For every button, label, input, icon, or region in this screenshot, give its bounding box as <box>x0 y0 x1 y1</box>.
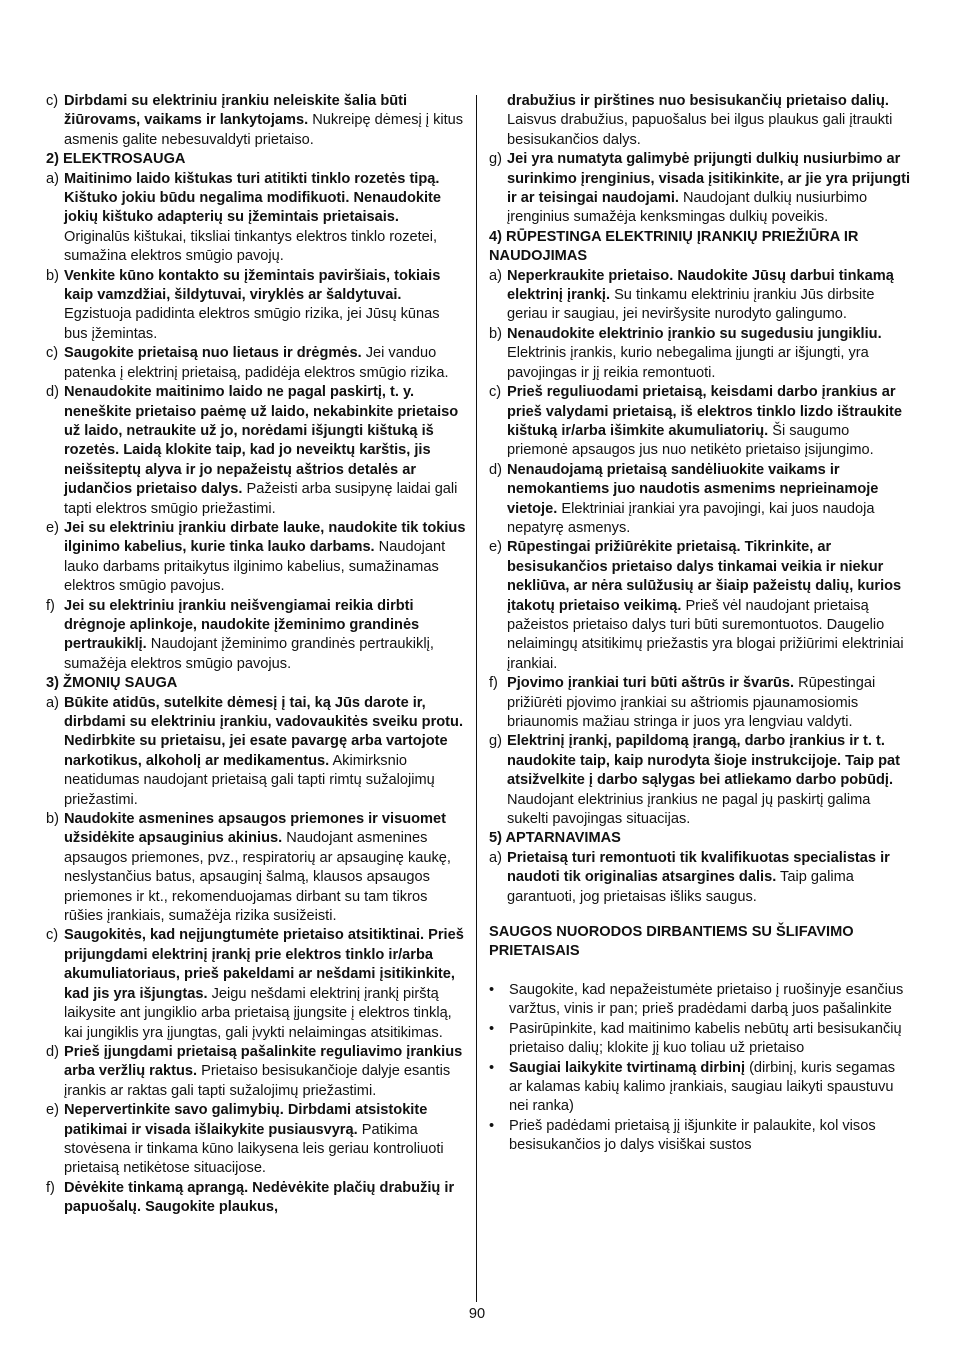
item-text: Prieš vėl naudojant prietaisą pažeistos prietaiso dalys turi būti suremontuotos. Daugelio nelaimingų atsitikimų priežastis yra blogai prižiūrimi elektriniai įrankiai. <box>507 597 904 672</box>
item-bold-text: Dėvėkite tinkamą aprangą. Nedėvėkite plačių drabužių ir papuošalų. Saugokite plaukus, <box>64 1179 455 1216</box>
instruction-item <box>489 92 912 150</box>
item-bold-text: Neperkraukite prietaiso. Naudokite Jūsų darbui tinkamą elektrinį įrankį. <box>507 267 894 304</box>
instruction-item <box>489 267 912 325</box>
bullet-item <box>489 981 912 1020</box>
item-text: Pasirūpinkite, kad maitinimo kabelis nebūtų arti besisukančių prietaiso dalių; klokite jį kuo toliau už prietaiso <box>509 1020 902 1057</box>
item-label: a) <box>46 170 59 187</box>
item-bold-text: Naudokite asmenines apsaugos priemones ir visuomet užsidėkite apsauginius akinius. <box>64 811 446 847</box>
item-label: b) <box>46 267 59 284</box>
instruction-item <box>46 926 466 1042</box>
item-label: c) <box>489 384 502 401</box>
instruction-item <box>489 849 912 907</box>
item-label: f) <box>489 675 498 692</box>
item-bold-text: Nenaudojamą prietaisą sandėliuokite vaikams ir nemokantiems juo naudotis asmenims neprieinamoje vietoje. <box>507 461 879 517</box>
item-text: Taip galima garantuoti, jog prietaisas išliks saugus. <box>507 869 854 905</box>
section-title: 4) RŪPESTINGA ELEKTRINIŲ ĮRANKIŲ PRIEŽIŪRA IR NAUDOJIMAS <box>489 228 859 265</box>
item-label: • <box>489 981 495 998</box>
item-text: Jei vanduo patenka į elektrinį prietaisą, padidėja elektros smūgio rizika. <box>64 345 449 381</box>
item-text: Originalūs kištukai, tiksliai tinkantys elektros tinklo rozetei, sumažina elektros smūgio pavojų. <box>64 228 438 265</box>
item-text: Naudojant elektrinius įrankius ne pagal jų paskirtį galima sukelti pavojingas situacijas. <box>507 791 871 828</box>
item-label: c) <box>46 345 59 362</box>
instruction-item <box>489 383 912 461</box>
instruction-item <box>46 1179 466 1218</box>
item-bold-text: Prieš įjungdami prietaisą pašalinkite reguliavimo įrankius arba veržlių raktus. <box>64 1043 463 1080</box>
page-number: 90 <box>468 1306 486 1322</box>
item-label: • <box>489 1020 495 1037</box>
item-text: Elektrinis įrankis, kurio nebegalima įjungti ar išjungti, yra pavojingas ir jį reikia remontuoti. <box>507 345 869 381</box>
item-label: • <box>489 1059 495 1076</box>
item-bold-text: Saugiai laikykite tvirtinamą dirbinį <box>509 1059 746 1076</box>
instruction-item <box>46 519 466 597</box>
bullet-item <box>489 1059 912 1117</box>
item-label: e) <box>46 519 59 536</box>
left-column <box>46 92 466 1218</box>
item-label: a) <box>46 694 59 711</box>
item-bold-text: Jei yra numatyta galimybė prijungti dulkių nusiurbimo ar surinkimo įrenginius, visada įsitikinkite, ar jie yra prijungti ir ar teisingai naudojami. <box>507 151 911 207</box>
right-column <box>489 92 912 1156</box>
item-text: Jeigu nešdami elektrinį įrankį pirštą laikysite ant jungiklio arba prietaisą įjungsite į elektros tinklą, kai jungiklis yra įjungtas, gali įvykti nelaimingas atsitikimas. <box>64 985 452 1041</box>
item-label: d) <box>46 1043 59 1060</box>
item-bold-text: Nepervertinkite savo galimybių. Dirbdami atsistokite patikimai ir visada išlaikykite pusiausvyrą. <box>64 1102 428 1138</box>
item-text: (dirbinį, kuris segamas ar kalamas kabių kalimo įrankiais, saugiau laikyti spaustuvu nei ranka) <box>509 1059 896 1115</box>
section-title: 5) APTARNAVIMAS <box>489 830 621 847</box>
bullet-item <box>489 1020 912 1059</box>
item-bold-text: Būkite atidūs, sutelkite dėmesį į tai, ką Jūs darote ir, dirbdami su elektriniu įrankiu, vadovaukitės sveiku protu. Nedirbkite su prietaisu, jei esate pavargę arba vartojote narkotikus, alkoholį ar medikamentus. <box>64 694 464 769</box>
instruction-item <box>489 674 912 732</box>
item-text: Akimirksnio neatidumas naudojant prietaisą gali tapti rimtų sužalojimų priežastimi. <box>64 752 435 808</box>
item-label: f) <box>46 597 55 614</box>
item-text: Egzistuoja padidinta elektros smūgio rizika, jei Jūsų kūnas bus įžemintas. <box>64 306 440 342</box>
item-bold-text: Prieš reguliuodami prietaisą, keisdami darbo įrankius ar prieš valydami prietaisą, iš elektros tinklo lizdo ištraukite kištuką ir/arba išimkite akumuliatorių. <box>507 384 902 439</box>
section-title: 2) ELEKTROSAUGA <box>46 151 186 168</box>
instruction-item <box>489 732 912 829</box>
item-bold-text: drabužius ir pirštines nuo besisukančių prietaiso dalių. <box>507 93 889 109</box>
instruction-item <box>46 267 466 345</box>
item-label: • <box>489 1117 495 1134</box>
item-bold-text: Venkite kūno kontakto su įžemintais paviršiais, tokiais kaip vamzdžiai, šildytuvai, viryklės ar šaldytuvai. <box>64 267 441 304</box>
item-text: Su tinkamu elektriniu įrankiu Jūs dirbsite geriau ir saugiau, jei neviršysite nurodyto galingumo. <box>507 287 875 323</box>
item-label: a) <box>489 849 502 866</box>
instruction-item <box>46 383 466 519</box>
item-bold-text: Nenaudokite elektrinio įrankio su sugedusiu jungikliu. <box>507 325 882 342</box>
item-text: Elektriniai įrankiai yra pavojingi, kai juos naudoja nepatyrę asmenys. <box>507 500 875 536</box>
instruction-item <box>46 597 466 675</box>
item-label: f) <box>46 1179 55 1196</box>
item-bold-text: Prietaisą turi remontuoti tik kvalifikuotas specialistas ir naudoti tik originalias atsargines dalis. <box>507 849 890 886</box>
item-text: Saugokite, kad nepažeistumėte prietaiso į ruošinyje esančius varžtus, vinis ir pan; prieš pradėdami darbą juos pašalinkite <box>509 981 904 1018</box>
item-bold-text: Nenaudokite maitinimo laido ne pagal paskirtį, t. y. neneškite prietaiso paėmę už laido, nekabinkite prietaiso už laido, netraukite už jo, norėdami išjungti kištuką iš rozetės. Laidą klokite taip, kad jo neveiktų karštis, jis neišsiteptų alyva ir jo nepažeistų aštrios detalės ar judančios prietaiso dalys. <box>64 384 459 498</box>
item-label: d) <box>489 461 502 478</box>
instruction-item <box>46 92 466 150</box>
item-text: Naudojant asmenines apsaugos priemones, pvz., respiratorių ar apsauginę kaukę, neslystančius batus, apsauginį šalmą, klausos apsaugos priemones ir kt., rekomenduojamas dirbant su tam tikros rūšies įrankiais, sumažėja rizika susižeisti. <box>64 830 451 925</box>
item-bold-text: Saugokitės, kad neįjungtumėte prietaiso atsitiktinai. Prieš prijungdami elektrinį įrankį prie elektros tinklo ir/arba akumuliatoriaus, prieš pakeldami ar nešdami įsitikinkite, kad jis yra išjungtas. <box>64 927 464 1002</box>
item-text: Ši saugumo priemonė apsaugos jus nuo netikėto prietaiso įsijungimo. <box>507 422 874 459</box>
item-text: Prieš padėdami prietaisą jį išjunkite ir palaukite, kol visos besisukančios jo dalys visiškai sustos <box>509 1117 876 1154</box>
instruction-item <box>46 1043 466 1101</box>
item-label: d) <box>46 384 59 401</box>
item-text: Rūpestingai prižiūrėti pjovimo įrankiai su aštriomis pjaunamosiomis briaunomis mažiau stringa ir juos yra lengviau valdyti. <box>507 675 876 730</box>
item-bold-text: Rūpestingai prižiūrėkite prietaisą. Tikrinkite, ar besisukančios prietaiso dalys tinkamai veikia ir niekur nekliūva, ar nėra sulūžusių ar šiaip pažeistų dalių, kurios įtakotų prietaiso veikimą. <box>507 539 902 614</box>
item-text: Prietaiso besisukančioje dalyje esantis įrankis ar raktas gali tapti sužalojimų priežastimi. <box>64 1063 451 1099</box>
item-label: c) <box>46 93 59 109</box>
instruction-item <box>46 810 466 926</box>
item-label: b) <box>489 325 502 342</box>
item-label: e) <box>46 1102 59 1119</box>
instruction-item <box>489 538 912 674</box>
section-title: 3) ŽMONIŲ SAUGA <box>46 675 178 692</box>
instruction-item <box>46 1101 466 1179</box>
item-text: Naudojant lauko darbams pritaikytus ilginimo kabelius, sumažinamas elektros smūgio pavojus. <box>64 539 446 595</box>
item-bold-text: Saugokite prietaisą nuo lietaus ir drėgmės. <box>64 345 362 362</box>
item-label: c) <box>46 927 59 944</box>
item-bold-text: Jei su elektriniu įrankiu dirbate lauke, naudokite tik tokius ilginimo kabelius, kurie tinka lauko darbams. <box>64 519 466 556</box>
instruction-item <box>46 170 466 267</box>
item-label: e) <box>489 539 502 556</box>
item-bold-text: Jei su elektriniu įrankiu neišvengiamai reikia dirbti drėgnoje aplinkoje, naudokite įžeminimo grandinės pertraukiklį. <box>64 597 420 653</box>
item-bold-text: Pjovimo įrankiai turi būti aštrūs ir švarūs. <box>507 675 795 692</box>
item-label: a) <box>489 267 502 284</box>
column-divider <box>476 95 477 1302</box>
instruction-item <box>489 325 912 383</box>
instruction-item <box>489 150 912 228</box>
instruction-item <box>489 461 912 539</box>
item-label: g) <box>489 151 502 168</box>
item-text: Naudojant dulkių nusiurbimo įrenginius sumažėja kenksmingas dulkių poveikis. <box>507 190 868 226</box>
instruction-item <box>46 344 466 383</box>
item-bold-text: Maitinimo laido kištukas turi atitikti tinklo rozetės tipą. Kištuko jokiu būdu negalima modifikuoti. Nenaudokite jokių kištuko adapterių su įžemintais prietaisais. <box>64 170 442 226</box>
safety-heading: SAUGOS NUORODOS DIRBANTIEMS SU ŠLIFAVIMO PRIETAISAIS <box>489 924 854 960</box>
item-label: g) <box>489 733 502 750</box>
item-bold-text: Dirbdami su elektriniu įrankiu neleiskite šalia būti žiūrovams, vaikams ir lankytojams. <box>64 93 408 129</box>
instruction-item <box>46 694 466 810</box>
item-text: Naudojant įžeminimo grandinės pertraukiklį, sumažėja elektros smūgio pavojus. <box>64 636 434 672</box>
item-bold-text: Elektrinį įrankį, papildomą įrangą, darbo įrankius ir t. t. naudokite taip, kaip nurodyta šioje instrukcijoje. Taip pat atsižvelkite į darbo sąlygas bei atliekamo darbo pobūdį. <box>507 733 901 789</box>
bullet-item <box>489 1117 912 1156</box>
item-text: Nukreipę dėmesį į kitus asmenis galite nebesuvaldyti prietaiso. <box>64 112 464 148</box>
item-label: b) <box>46 811 59 828</box>
item-text: Laisvus drabužius, papuošalus bei ilgus plaukus gali įtraukti besisukančios dalys. <box>507 112 893 148</box>
item-text: Pažeisti arba susipynę laidai gali tapti elektros smūgio priežastimi. <box>64 481 458 517</box>
item-text: Patikima stovėsena ir tinkama kūno laikysena leis geriau kontroliuoti prietaisą netikėtose situacijose. <box>64 1121 444 1177</box>
